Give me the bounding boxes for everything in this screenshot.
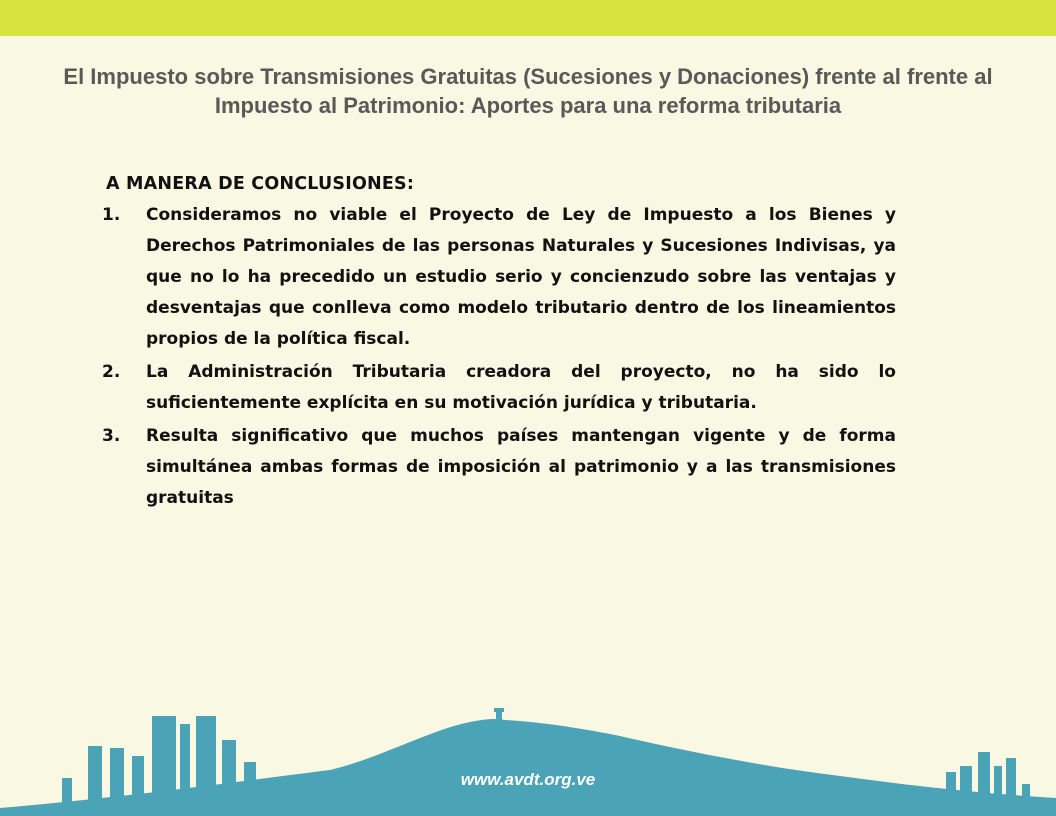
conclusions-list xyxy=(96,200,896,516)
city-mountain-skyline xyxy=(0,700,1056,816)
footer-website: www.avdt.org.ve xyxy=(460,770,596,789)
top-accent-bar xyxy=(0,0,1056,36)
section-heading: A MANERA DE CONCLUSIONES: xyxy=(106,174,415,194)
slide-title: El Impuesto sobre Transmisiones Gratuitas (Sucesiones y Donaciones) frente al frente al Impuesto al Patrimonio: Aportes para una reforma tributaria xyxy=(63,64,993,118)
list-item-text: Resulta significativo que muchos países mantengan vigente y de forma simultánea ambas formas de imposición al patrimonio y a las transmisiones gratuitas xyxy=(146,426,896,508)
list-item-number: 2. xyxy=(102,362,121,382)
list-item xyxy=(96,357,896,419)
list-item-number: 3. xyxy=(102,426,121,446)
list-item xyxy=(96,421,896,514)
list-item-number: 1. xyxy=(102,205,121,225)
building xyxy=(152,716,176,816)
list-item-text: La Administración Tributaria creadora del proyecto, no ha sido lo suficientemente explícita en su motivación jurídica y tributaria. xyxy=(146,362,896,413)
building xyxy=(196,716,216,816)
list-item-text: Consideramos no viable el Proyecto de Ley de Impuesto a los Bienes y Derechos Patrimoniales de las personas Naturales y Sucesiones Indivisas, ya que no lo ha precedido un estudio serio y concienzudo sobre las ventajas y desventajas que conlleva como modelo tributario dentro de los lineamientos propios de la política fiscal. xyxy=(146,205,896,349)
list-item xyxy=(96,200,896,355)
